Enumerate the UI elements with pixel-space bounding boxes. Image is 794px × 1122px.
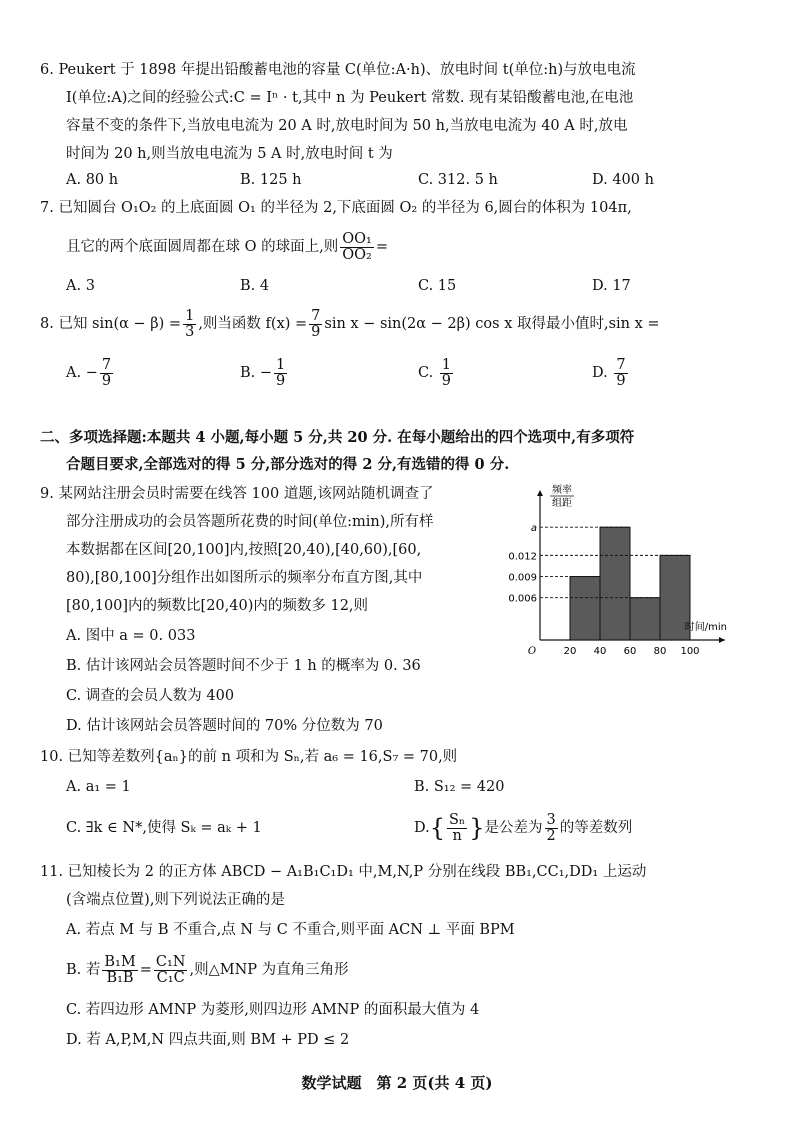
x-tick-label: 20 [563, 646, 577, 657]
q8-c-frac [440, 358, 453, 389]
q10-d-label: D. [414, 820, 430, 836]
q8-b-num: 1 [276, 356, 286, 373]
q11-b-n1: B₁M [104, 953, 136, 970]
q8-d-label: D. [592, 365, 608, 381]
histogram-bar [600, 527, 630, 640]
y-tick-label: a [530, 523, 537, 535]
q10-d-den: n [452, 827, 462, 844]
q8-stem-mid: ,则当函数 f(x) = [198, 316, 308, 332]
q8-option-c [418, 356, 455, 390]
q11-b-post: ,则△MNP 为直角三角形 [189, 962, 349, 978]
y-tick-label: 0.012 [508, 551, 537, 563]
q10-d-post: 的等差数列 [559, 820, 633, 836]
q7-option-c: C. 15 [418, 278, 457, 294]
q8-c-den: 9 [441, 372, 452, 389]
q11-option-b [66, 952, 349, 988]
q8-f1-num: 1 [185, 307, 195, 324]
q6-line-1: 6. Peukert 于 1898 年提出铅酸蓄电池的容量 C(单位:A·h)、放电时间 t(单位:h)与放电电流 [40, 62, 636, 78]
q10-d-mid: 是公差为 [484, 820, 543, 836]
q11-b-pre: B. 若 [66, 962, 101, 978]
q6-option-d: D. 400 h [592, 172, 654, 188]
x-tick-label: 80 [653, 646, 667, 657]
histogram-bar [570, 577, 600, 640]
q8-d-num: 7 [616, 356, 626, 373]
q8-c-label: C. [418, 365, 434, 381]
y-tick-label: 0.006 [508, 593, 537, 605]
q7-frac-den: OO₂ [342, 246, 372, 263]
x-axis-label: 时间/min [684, 622, 727, 633]
q8-a-den: 9 [101, 372, 112, 389]
page-footer: 数学试题 第 2 页(共 4 页) [301, 1074, 493, 1092]
q9-line-5: [80,100]内的频数比[20,40)内的频数多 12,则 [66, 598, 369, 614]
y-label-bottom: 组距 [552, 498, 572, 509]
q11-b-d1: B₁B [106, 969, 134, 986]
left-brace-icon: { [429, 814, 445, 842]
q9-option-c: C. 调查的会员人数为 400 [66, 688, 235, 704]
q8-b-sign: − [259, 365, 273, 381]
origin-label: O [527, 646, 537, 657]
q9-line-3: 本数据都在区间[20,100]内,按照[20,40),[40,60),[60, [66, 542, 422, 558]
q11-option-a: A. 若点 M 与 B 不重合,点 N 与 C 不重合,则平面 ACN ⊥ 平面 BPM [66, 922, 515, 938]
q10-d-frac-2 [545, 813, 558, 844]
q8-option-b [240, 356, 289, 390]
x-tick-label: 100 [680, 646, 700, 657]
q10-d-fden: 2 [546, 827, 556, 844]
q8-stem [40, 307, 660, 341]
q11-b-eq: = [139, 962, 152, 978]
q11-option-d: D. 若 A,P,M,N 四点共面,则 BM + PD ≤ 2 [66, 1032, 350, 1048]
q8-c-num: 1 [441, 356, 452, 373]
q8-b-label: B. [240, 365, 256, 381]
q8-stem-post: sin x − sin(2α − 2β) cos x 取得最小值时,sin x = [324, 316, 660, 332]
q8-d-den: 9 [616, 372, 626, 389]
q8-stem-pre: 8. 已知 sin(α − β) = [40, 316, 182, 332]
q10-option-c: C. ∃k ∈ N*,使得 Sₖ = aₖ + 1 [66, 820, 262, 836]
q8-d-frac [614, 358, 627, 389]
q8-a-frac [100, 358, 113, 389]
section-2-line-2: 合题目要求,全部选对的得 5 分,部分选对的得 2 分,有选错的得 0 分. [66, 456, 510, 473]
q10-option-a: A. a₁ = 1 [66, 779, 131, 795]
q6-line-3: 容量不变的条件下,当放电电流为 20 A 时,放电时间为 50 h,当放电电流为 40 A 时,放电 [66, 118, 628, 134]
q10-d-num: Sₙ [449, 811, 466, 828]
q9-option-a: A. 图中 a = 0. 033 [66, 628, 196, 644]
q11-line-2: (含端点位置),则下列说法正确的是 [66, 892, 285, 908]
q6-line-2: I(单位:A)之间的经验公式:C = Iⁿ · t,其中 n 为 Peukert 常数. 现有某铅酸蓄电池,在电池 [66, 90, 634, 106]
y-tick-label: 0.009 [508, 572, 537, 584]
histogram-bar [630, 598, 660, 640]
q9-line-2: 部分注册成功的会员答题所花费的时间(单位:min),所有样 [66, 514, 434, 530]
q6-option-b: B. 125 h [240, 172, 302, 188]
q11-b-frac-1 [102, 955, 137, 986]
q11-b-frac-2 [154, 955, 188, 986]
q8-option-d [592, 356, 630, 390]
q8-a-sign: − [85, 365, 98, 381]
q8-f2-num: 7 [311, 307, 321, 324]
q9-option-b: B. 估计该网站会员答题时间不少于 1 h 的概率为 0. 36 [66, 658, 421, 674]
q7-option-d: D. 17 [592, 278, 631, 294]
q9-option-d: D. 估计该网站会员答题时间的 70% 分位数为 70 [66, 718, 383, 734]
q8-fraction-2 [309, 309, 322, 340]
q8-fraction-1 [183, 309, 196, 340]
q10-option-d [414, 810, 632, 846]
q8-option-a [66, 356, 115, 390]
q7-line-2 [66, 230, 388, 264]
q6-option-a: A. 80 h [66, 172, 119, 188]
q8-f1-den: 3 [185, 323, 195, 340]
q10-option-b: B. S₁₂ = 420 [414, 779, 505, 795]
y-axis-arrow-icon [537, 490, 543, 496]
q10-d-frac-1 [447, 813, 467, 844]
q9-line-1: 9. 某网站注册会员时需要在线答 100 道题,该网站随机调查了 [40, 486, 434, 502]
frequency-histogram [508, 484, 727, 660]
q7-line-2-text: 且它的两个底面圆周都在球 O 的球面上,则 [66, 239, 339, 255]
q9-line-4: 80),[80,100]分组作出如图所示的频率分布直方图,其中 [66, 570, 423, 586]
q10-d-fnum: 3 [546, 811, 556, 828]
q7-option-b: B. 4 [240, 278, 270, 294]
q7-option-a: A. 3 [66, 278, 95, 294]
q8-b-frac [274, 358, 287, 389]
right-brace-icon: } [469, 814, 485, 842]
q11-b-d2: C₁C [156, 969, 185, 986]
q8-f2-den: 9 [311, 323, 321, 340]
x-tick-label: 40 [593, 646, 607, 657]
q8-a-num: 7 [101, 356, 112, 373]
x-tick-label: 60 [623, 646, 637, 657]
q11-b-n2: C₁N [155, 953, 186, 970]
q10-stem: 10. 已知等差数列{aₙ}的前 n 项和为 Sₙ,若 a₆ = 16,S₇ = 70,则 [40, 749, 458, 765]
q8-b-den: 9 [276, 372, 286, 389]
y-label-top: 频率 [552, 485, 572, 496]
q7-frac-num: OO₁ [342, 230, 372, 247]
q11-line-1: 11. 已知棱长为 2 的正方体 ABCD − A₁B₁C₁D₁ 中,M,N,P 分别在线段 BB₁,CC₁,DD₁ 上运动 [40, 864, 647, 880]
q8-a-label: A. [66, 365, 82, 381]
q6-line-4: 时间为 20 h,则当放电电流为 5 A 时,放电时间 t 为 [66, 146, 393, 162]
q6-option-c: C. 312. 5 h [418, 172, 498, 188]
section-2-line-1: 二、多项选择题:本题共 4 小题,每小题 5 分,共 20 分. 在每小题给出的四个选项中,有多项符 [40, 429, 635, 446]
q7-equals: = [375, 239, 388, 255]
q7-fraction [340, 232, 374, 263]
q11-option-c: C. 若四边形 AMNP 为菱形,则四边形 AMNP 的面积最大值为 4 [66, 1002, 480, 1018]
x-axis-arrow-icon [719, 637, 725, 643]
q7-line-1: 7. 已知圆台 O₁O₂ 的上底面圆 O₁ 的半径为 2,下底面圆 O₂ 的半径为 6,圆台的体积为 104π, [40, 200, 632, 216]
